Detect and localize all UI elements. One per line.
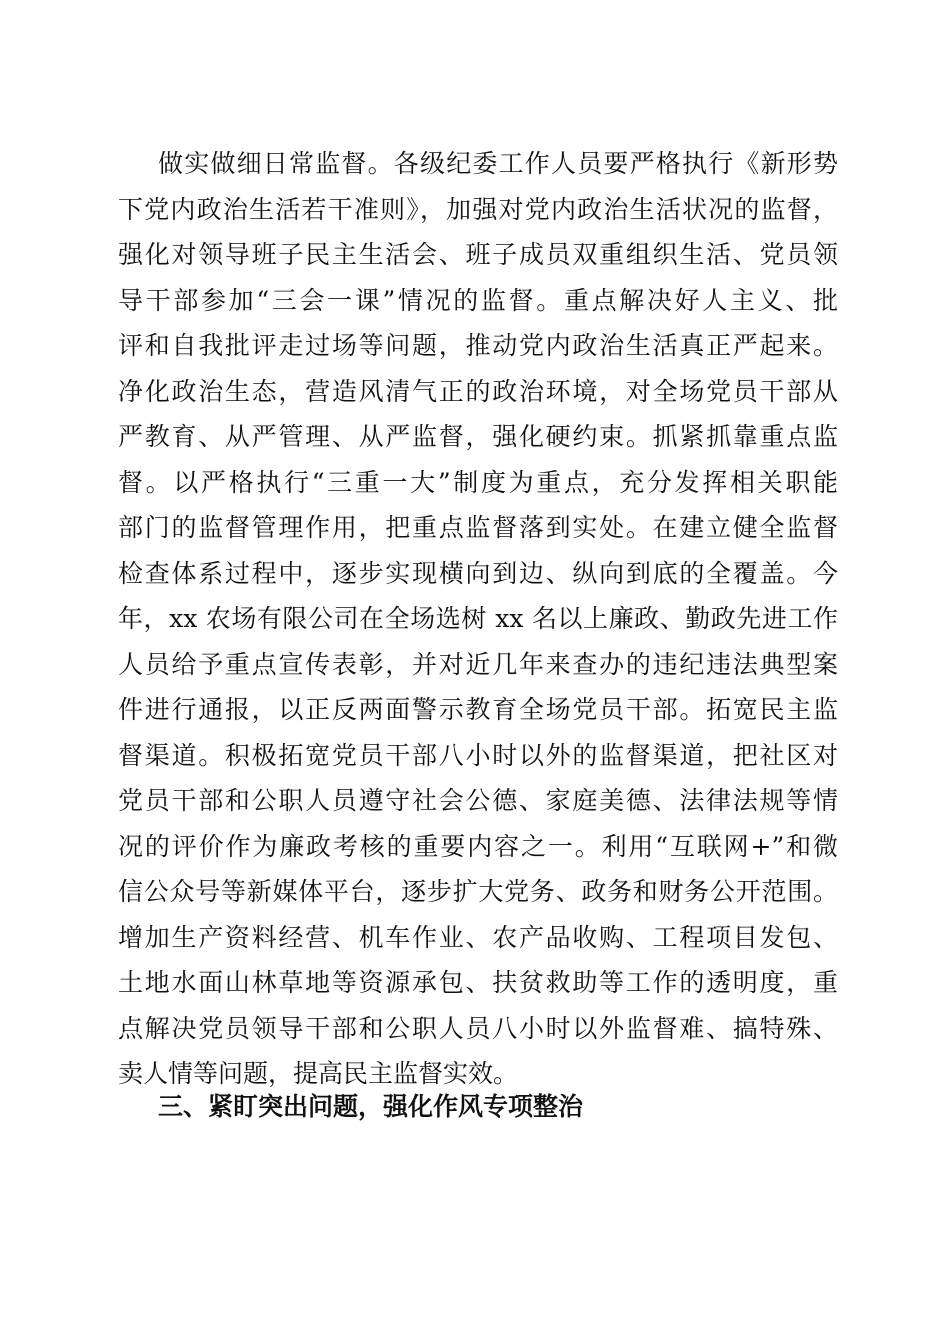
paragraph-line: 党员干部和公职人员遵守社会公德、家庭美德、法律法规等情 xyxy=(118,786,838,815)
paragraph-line: 强化对领导班子民主生活会、班子成员双重组织生活、党员领 xyxy=(118,240,838,269)
paragraph-line: 督渠道。积极拓宽党员干部八小时以外的监督渠道，把社区对 xyxy=(118,740,838,770)
paragraph-line: 卖人情等问题，提高民主监督实效。 xyxy=(118,1059,519,1088)
paragraph-line: 下党内政治生活若干准则》，加强对党内政治生活状况的监督， xyxy=(118,194,838,224)
paragraph-line: 年，xx 农场有限公司在全场选树 xx 名以上廉政、勤政先进工作 xyxy=(118,604,838,633)
body-paragraph xyxy=(118,141,838,1097)
paragraph-line: 导干部参加“三会一课”情况的监督。重点解决好人主义、批 xyxy=(118,285,838,315)
paragraph-line: 部门的监督管理作用，把重点监督落到实处。在建立健全监督 xyxy=(118,513,838,542)
paragraph-line: 督。以严格执行“三重一大”制度为重点，充分发挥相关职能 xyxy=(118,467,838,497)
section-heading: 三、紧盯突出问题，强化作风专项整治 xyxy=(158,1092,584,1121)
paragraph-line: 严教育、从严管理、从严监督，强化硬约束。抓紧抓靠重点监 xyxy=(118,422,838,451)
paragraph-line: 净化政治生态，营造风清气正的政治环境，对全场党员干部从 xyxy=(118,376,838,406)
paragraph-line: 做实做细日常监督。各级纪委工作人员要严格执行《新形势 xyxy=(158,149,838,178)
paragraph-line: 人员给予重点宣传表彰，并对近几年来查办的违纪违法典型案 xyxy=(118,649,838,679)
paragraph-line: 评和自我批评走过场等问题，推动党内政治生活真正严起来。 xyxy=(118,331,838,360)
paragraph-line: 土地水面山林草地等资源承包、扶贫救助等工作的透明度，重 xyxy=(118,968,838,997)
paragraph-line: 况的评价作为廉政考核的重要内容之一。利用“互联网+”和微 xyxy=(118,831,838,861)
paragraph-line: 检查体系过程中，逐步实现横向到边、纵向到底的全覆盖。今 xyxy=(118,558,838,588)
paragraph-line: 信公众号等新媒体平台，逐步扩大党务、政务和财务公开范围。 xyxy=(118,877,838,906)
paragraph-line: 件进行通报，以正反两面警示教育全场党员干部。拓宽民主监 xyxy=(118,695,838,724)
paragraph-line: 增加生产资料经营、机车作业、农产品收购、工程项目发包、 xyxy=(118,922,838,952)
paragraph-line: 点解决党员领导干部和公职人员八小时以外监督难、搞特殊、 xyxy=(118,1013,838,1043)
